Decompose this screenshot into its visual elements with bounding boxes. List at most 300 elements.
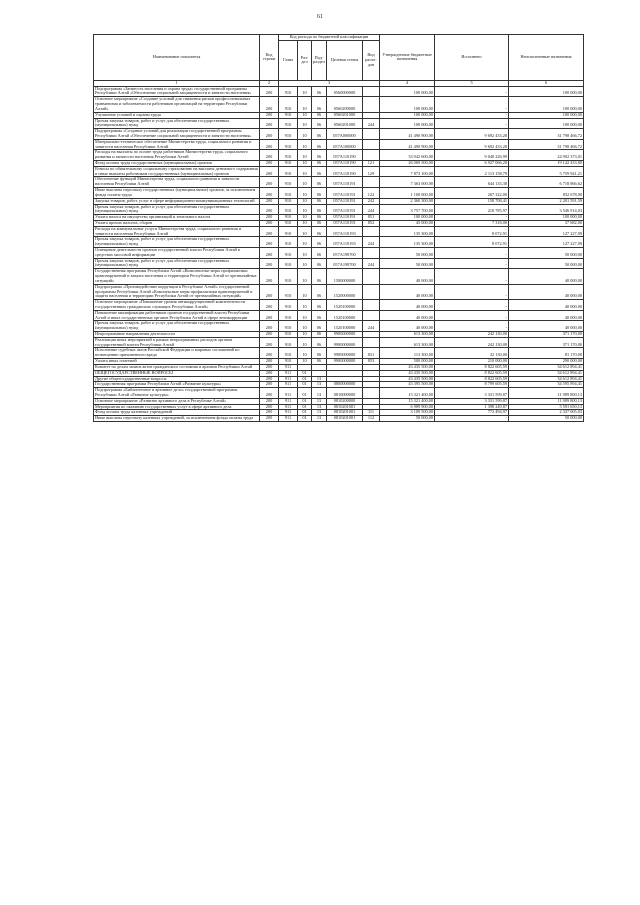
row-unexecuted: 34 595 894,41 xyxy=(509,382,584,388)
row-executed: 8 822 605,59 xyxy=(435,364,509,370)
row-approved: 100 000,00 xyxy=(380,86,435,97)
row-subsection: 06 xyxy=(312,198,327,204)
row-expense-type: 244 xyxy=(363,258,380,269)
row-code: 200 xyxy=(260,337,279,348)
row-name: Освещение деятельности органов государственной власти Республики Алтай в средствах массовой информации xyxy=(94,248,260,259)
row-approved: 43 435 500,00 xyxy=(380,364,435,370)
table-row xyxy=(94,188,584,199)
row-target: 057А198700 xyxy=(327,248,363,259)
row-subsection: 06 xyxy=(312,139,327,150)
row-target: 0810201001 xyxy=(327,410,363,416)
row-name: Уплата прочих налогов, сборов xyxy=(94,220,260,226)
row-code: 200 xyxy=(260,269,279,284)
row-subsection: 06 xyxy=(312,188,327,199)
row-target: 0560201000 xyxy=(327,112,363,118)
row-subsection: 06 xyxy=(312,204,327,215)
row-section: 10 xyxy=(298,321,312,332)
row-name: Комитет по делам записи актов гражданского состояния и архивов Республики Алтай xyxy=(94,364,260,370)
row-executed: - xyxy=(435,248,509,259)
row-chapter: 911 xyxy=(279,382,298,388)
row-executed: 9 692 433,28 xyxy=(435,139,509,150)
row-name: Взносы по обязательному социальному страхованию на выплаты денежного содержания и иные выплаты работникам государственных (муниципальных) органов xyxy=(95,166,258,176)
row-code: 200 xyxy=(260,215,279,221)
row-section: 10 xyxy=(298,166,312,177)
row-name: Государственная программа Республики Алтай «Развитие культуры» xyxy=(94,382,260,388)
row-subsection: 06 xyxy=(312,161,327,167)
row-executed: 6 927 066,20 xyxy=(435,161,509,167)
row-target: 0560200000 xyxy=(327,97,363,112)
row-unexecuted: 2 337 005,03 xyxy=(509,410,584,416)
row-executed: 158 708,41 xyxy=(435,198,509,204)
row-expense-type xyxy=(363,129,380,140)
header-target: Целевая статья xyxy=(327,40,363,80)
table-row xyxy=(94,129,584,140)
row-target: 9900000000 xyxy=(327,359,363,365)
row-code: 200 xyxy=(260,118,279,129)
row-target: 057А110190 xyxy=(327,161,363,167)
row-executed: 8 072,91 xyxy=(435,237,509,248)
row-subsection: 06 xyxy=(312,150,327,161)
row-chapter: 910 xyxy=(279,198,298,204)
row-subsection: 06 xyxy=(312,86,327,97)
row-chapter: 910 xyxy=(279,226,298,237)
row-subsection: 06 xyxy=(312,226,327,237)
row-chapter: 910 xyxy=(279,161,298,167)
row-section: 10 xyxy=(298,332,312,338)
row-code: 200 xyxy=(260,284,279,299)
row-section: 01 xyxy=(298,388,312,399)
row-executed: - xyxy=(435,258,509,269)
row-chapter: 910 xyxy=(279,258,298,269)
table-row xyxy=(94,269,584,284)
row-name: Государственная программа Республики Алтай «Комплексные меры профилактики правонарушений и защита населения и территории Республики Алтай от чрезвычайных ситуаций» xyxy=(94,269,260,284)
header-chapter: Глава xyxy=(279,40,298,80)
row-target: 057А110191 xyxy=(327,220,363,226)
row-section: 10 xyxy=(298,177,312,188)
row-subsection: 06 xyxy=(312,129,327,140)
row-chapter: 911 xyxy=(279,404,298,410)
row-name: Мероприятия по оказанию государственных услуг в сфере архивного дела xyxy=(94,404,260,410)
row-section: 10 xyxy=(298,348,312,359)
row-approved: 135 300,00 xyxy=(380,226,435,237)
row-target: 9900000000 xyxy=(327,332,363,338)
row-executed: - xyxy=(435,215,509,221)
row-section: 01 xyxy=(298,376,312,382)
row-code: 200 xyxy=(260,86,279,97)
row-expense-type xyxy=(363,248,380,259)
row-unexecuted: 81 170,00 xyxy=(509,348,584,359)
row-unexecuted: 50 000,00 xyxy=(509,416,584,422)
row-target: 057А000000 xyxy=(327,129,363,140)
row-executed: 3 331 599,87 xyxy=(435,388,509,399)
row-expense-type xyxy=(363,86,380,97)
row-approved: 613 300,00 xyxy=(380,332,435,338)
row-target: 057А110193 xyxy=(327,237,363,248)
row-unexecuted: 100 000,00 xyxy=(509,97,584,112)
table-row xyxy=(94,348,584,359)
row-unexecuted: 50 000,00 xyxy=(509,258,584,269)
row-subsection: 06 xyxy=(312,300,327,311)
row-subsection: 06 xyxy=(312,284,327,299)
row-unexecuted: 34 612 894,41 xyxy=(509,370,584,376)
row-chapter: 910 xyxy=(279,204,298,215)
row-subsection: 06 xyxy=(312,348,327,359)
row-unexecuted: 40 000,00 xyxy=(509,300,584,311)
row-expense-type xyxy=(363,97,380,112)
row-chapter: 910 xyxy=(279,188,298,199)
header-expense-type: Вид расхо-дов xyxy=(363,40,380,80)
row-subsection: 13 xyxy=(312,398,327,404)
row-expense-type xyxy=(363,337,380,348)
row-target: 057А110190 xyxy=(327,166,363,177)
row-expense-type: 111 xyxy=(363,410,380,416)
row-name: Прочая закупка товаров, работ и услуг для обеспечения государственных (муниципальных) нужд xyxy=(94,118,260,129)
row-name: Подпрограмма «Противодействие коррупции в Республике Алтай» государственной программы Республики Алтай «Комплексные меры профилактики правонарушений и защита населения и территории Республики Алтай от чрезвычайных ситуаций» xyxy=(94,284,260,299)
row-chapter: 911 xyxy=(279,388,298,399)
row-name: Фонд оплаты труда государственных (муниципальных) органов xyxy=(94,161,260,167)
row-approved: 26 069 500,00 xyxy=(380,161,435,167)
row-approved: 135 300,00 xyxy=(380,237,435,248)
row-target: 0810000000 xyxy=(327,388,363,399)
row-code: 200 xyxy=(260,359,279,365)
row-name: Подпрограмма «Занятость населения и охрана труда» государственной программы Республики Алтай «Обеспечение социальной защищенности и занятости населения» xyxy=(94,86,260,97)
row-unexecuted: 5 591 650,13 xyxy=(509,404,584,410)
row-chapter: 911 xyxy=(279,398,298,404)
row-chapter: 910 xyxy=(279,348,298,359)
table-body xyxy=(94,86,584,421)
row-expense-type xyxy=(363,310,380,321)
row-executed: - xyxy=(435,416,509,422)
row-expense-type: 853 xyxy=(363,359,380,365)
row-target: 0810201001 xyxy=(327,404,363,410)
row-target: 0560000000 xyxy=(327,86,363,97)
row-name: Обеспечение функций Министерства труда, социального развития и занятости населения Республики Алтай xyxy=(94,177,260,188)
row-unexecuted: 5 759 941,21 xyxy=(509,166,584,177)
row-code: 200 xyxy=(260,188,279,199)
row-name: Иные выплаты персоналу государственных (муниципальных) органов, за исключением фонда оплаты труда xyxy=(94,188,260,199)
row-approved: 40 000,00 xyxy=(380,284,435,299)
row-approved: 500 000,00 xyxy=(380,359,435,365)
table-row xyxy=(94,177,584,188)
row-chapter: 910 xyxy=(279,300,298,311)
row-target: 0800000000 xyxy=(327,382,363,388)
row-expense-type xyxy=(363,177,380,188)
row-expense-type xyxy=(363,284,380,299)
row-approved: 6 989 900,00 xyxy=(380,404,435,410)
row-unexecuted: 2 201 591,59 xyxy=(509,198,584,204)
row-chapter: 911 xyxy=(279,376,298,382)
row-target: 057А110190 xyxy=(327,150,363,161)
row-executed: - xyxy=(435,97,509,112)
row-section: 10 xyxy=(298,300,312,311)
row-subsection: 13 xyxy=(312,416,327,422)
header-section: Раз-дел xyxy=(298,40,312,80)
row-name: Основное мероприятие «Повышение уровня антикоррупционной компетентности государственных гражданских служащих Республики Алтай» xyxy=(94,300,260,311)
col-number: 1 xyxy=(94,80,260,86)
row-name: Прочая закупка товаров, работ и услуг для обеспечения государственных (муниципальных) нужд xyxy=(94,204,260,215)
row-expense-type: 244 xyxy=(363,321,380,332)
row-unexecuted: 31 798 466,72 xyxy=(509,139,584,150)
row-unexecuted: 290 000,00 xyxy=(509,359,584,365)
row-code: 200 xyxy=(260,248,279,259)
row-subsection: 13 xyxy=(312,404,327,410)
row-unexecuted: 371 170,00 xyxy=(509,337,584,348)
row-target: 1500000000 xyxy=(327,269,363,284)
row-section: 10 xyxy=(298,150,312,161)
row-executed: 8 822 605,59 xyxy=(435,370,509,376)
row-name: Уплата налога на имущество организаций и земельного налога xyxy=(94,215,260,221)
row-code: 200 xyxy=(260,139,279,150)
row-unexecuted: 40 000,00 xyxy=(509,321,584,332)
row-unexecuted: 40 000,00 xyxy=(509,310,584,321)
row-target: 0560201000 xyxy=(327,118,363,129)
row-executed: 1 398 249,87 xyxy=(435,404,509,410)
row-approved: 43 435 500,00 xyxy=(380,376,435,382)
row-section: 10 xyxy=(298,220,312,226)
row-subsection: 06 xyxy=(312,220,327,226)
row-section: 10 xyxy=(298,112,312,118)
row-name: Основное мероприятие «Создание условий для снижения рисков профессиональных травматизма и заболеваемости работников организаций на территории Республики Алтай» xyxy=(94,97,260,112)
row-executed: - xyxy=(435,118,509,129)
row-code: 200 xyxy=(260,410,279,416)
row-approved: 1 100 000,00 xyxy=(380,188,435,199)
header-executed: Исполнено xyxy=(435,35,509,81)
table-row xyxy=(94,150,584,161)
row-executed: 2 113 158,79 xyxy=(435,166,509,177)
row-unexecuted: 100 000,00 xyxy=(509,86,584,97)
header-name: Наименование показателя xyxy=(94,35,260,81)
row-executed: - xyxy=(435,269,509,284)
row-name: Исполнение судебных актов Российской Федерации и мировых соглашений по возмещению причиненного вреда xyxy=(94,348,260,359)
row-unexecuted: 34 612 894,41 xyxy=(509,376,584,382)
row-section: 10 xyxy=(298,359,312,365)
row-target: 057А100000 xyxy=(327,139,363,150)
row-executed: 267 322,00 xyxy=(435,188,509,199)
row-code: 200 xyxy=(260,177,279,188)
row-expense-type: 122 xyxy=(363,188,380,199)
row-chapter: 911 xyxy=(279,410,298,416)
row-subsection: 06 xyxy=(312,118,327,129)
row-code: 200 xyxy=(260,237,279,248)
row-executed: - xyxy=(435,321,509,332)
row-expense-type xyxy=(363,269,380,284)
header-unexecuted: Неисполненные назначения xyxy=(509,35,584,81)
budget-execution-table xyxy=(93,34,584,422)
row-target: 1520000000 xyxy=(327,284,363,299)
row-name: Основное мероприятие «Развитие архивного дела в Республике Алтай» xyxy=(94,398,260,404)
row-target: 057А198700 xyxy=(327,258,363,269)
row-expense-type: 831 xyxy=(363,348,380,359)
row-name: Прочая закупка товаров, работ и услуг для обеспечения государственных (муниципальных) нужд xyxy=(94,321,260,332)
row-section: 10 xyxy=(298,284,312,299)
table-row xyxy=(94,226,584,237)
row-executed: - xyxy=(435,310,509,321)
row-code: 200 xyxy=(260,198,279,204)
row-target: 057А110191 xyxy=(327,188,363,199)
row-code: 200 xyxy=(260,226,279,237)
row-chapter: 910 xyxy=(279,332,298,338)
row-subsection: 06 xyxy=(312,332,327,338)
row-code: 200 xyxy=(260,404,279,410)
row-section: 10 xyxy=(298,215,312,221)
row-approved: 45 000,00 xyxy=(380,220,435,226)
row-expense-type: 121 xyxy=(363,161,380,167)
row-target: 1520100000 xyxy=(327,300,363,311)
row-executed: 8 799 605,59 xyxy=(435,382,509,388)
table-row xyxy=(94,237,584,248)
row-approved: 41 490 900,00 xyxy=(380,129,435,140)
row-executed: - xyxy=(435,112,509,118)
row-code: 200 xyxy=(260,220,279,226)
row-code: 200 xyxy=(260,370,279,376)
header-code: Код строки xyxy=(260,35,279,81)
row-approved: 41 490 900,00 xyxy=(380,139,435,150)
row-code: 200 xyxy=(260,112,279,118)
header-approved: Утвержденные бюджетные назначения xyxy=(380,35,435,81)
row-target: 1520100000 xyxy=(327,310,363,321)
row-unexecuted: 24 902 373,01 xyxy=(509,150,584,161)
row-chapter: 910 xyxy=(279,215,298,221)
row-approved: 33 942 600,00 xyxy=(380,150,435,161)
row-name: Расходы на коммунальные услуги Министерства труда, социального развития и занятости населения Республики Алтай xyxy=(94,226,260,237)
row-expense-type: 244 xyxy=(363,237,380,248)
row-subsection: 06 xyxy=(312,97,327,112)
row-subsection: 13 xyxy=(312,382,327,388)
row-expense-type: 851 xyxy=(363,215,380,221)
row-approved: 100 000,00 xyxy=(380,97,435,112)
row-subsection: 06 xyxy=(312,237,327,248)
row-expense-type xyxy=(363,388,380,399)
row-subsection: 06 xyxy=(312,321,327,332)
table-row xyxy=(94,388,584,399)
row-code: 200 xyxy=(260,382,279,388)
row-name: Иные выплаты персоналу казенных учреждений, за исключением фонда оплаты труда xyxy=(94,416,260,422)
row-executed: 772 494,97 xyxy=(435,410,509,416)
row-name: Прочая закупка товаров, работ и услуг для обеспечения государственных (муниципальных) нужд xyxy=(94,237,260,248)
row-code: 200 xyxy=(260,150,279,161)
table-row xyxy=(94,284,584,299)
row-name: Прочая закупка товаров, работ и услуг для обеспечения государственных (муниципальных) нужд xyxy=(94,258,260,269)
row-name: Материально-техническое обеспечение Министерства труда, социального развития и занятости населения Республики Алтай xyxy=(94,139,260,150)
row-section: 01 xyxy=(298,410,312,416)
row-code: 200 xyxy=(260,398,279,404)
row-executed: 32 130,00 xyxy=(435,348,509,359)
row-expense-type: 852 xyxy=(363,220,380,226)
row-chapter: 910 xyxy=(279,118,298,129)
table-row xyxy=(94,416,584,422)
row-subsection: 06 xyxy=(312,359,327,365)
row-section: 10 xyxy=(298,118,312,129)
row-chapter: 910 xyxy=(279,112,298,118)
row-chapter: 910 xyxy=(279,97,298,112)
header-subsection: Под-раздел xyxy=(312,40,327,80)
row-subsection: 06 xyxy=(312,258,327,269)
row-name: Улучшение условий и охраны труда xyxy=(94,112,260,118)
row-chapter: 910 xyxy=(279,166,298,177)
row-section: 01 xyxy=(298,416,312,422)
row-subsection: 06 xyxy=(312,337,327,348)
row-expense-type xyxy=(363,139,380,150)
row-approved: 613 300,00 xyxy=(380,337,435,348)
row-approved: 2 360 300,00 xyxy=(380,198,435,204)
row-unexecuted: 100 000,00 xyxy=(509,118,584,129)
row-unexecuted: 19 142 433,80 xyxy=(509,161,584,167)
row-unexecuted: 371 170,00 xyxy=(509,332,584,338)
row-section: 10 xyxy=(298,337,312,348)
row-chapter: 910 xyxy=(279,86,298,97)
table-row xyxy=(94,321,584,332)
row-section: 01 xyxy=(298,398,312,404)
row-approved: 40 000,00 xyxy=(380,269,435,284)
row-chapter: 911 xyxy=(279,370,298,376)
col-number: 4 xyxy=(380,80,435,86)
col-number: 6 xyxy=(509,80,584,86)
row-approved: 7 873 100,00 xyxy=(380,166,435,177)
row-section: 01 xyxy=(298,370,312,376)
row-subsection: 06 xyxy=(312,215,327,221)
row-section: 10 xyxy=(298,226,312,237)
row-expense-type: 112 xyxy=(363,416,380,422)
row-unexecuted: 100 000,00 xyxy=(509,112,584,118)
row-subsection: 06 xyxy=(312,166,327,177)
row-section: 10 xyxy=(298,248,312,259)
row-executed: 242 130,00 xyxy=(435,337,509,348)
row-executed: 9 692 433,28 xyxy=(435,129,509,140)
row-chapter: 910 xyxy=(279,237,298,248)
row-code: 200 xyxy=(260,97,279,112)
row-expense-type: 129 xyxy=(363,166,380,177)
col-number: 2 xyxy=(260,80,279,86)
row-code: 200 xyxy=(260,348,279,359)
row-target: 9900000000 xyxy=(327,348,363,359)
row-chapter: 910 xyxy=(279,337,298,348)
row-section: 10 xyxy=(298,310,312,321)
row-approved: 113 300,00 xyxy=(380,348,435,359)
row-section: 10 xyxy=(298,161,312,167)
row-executed: 7 318,00 xyxy=(435,220,509,226)
header-classification: Код расхода по бюджетной классификации xyxy=(279,35,380,41)
row-section: 10 xyxy=(298,269,312,284)
row-executed: 210 000,00 xyxy=(435,359,509,365)
row-approved: 100 000,00 xyxy=(380,118,435,129)
row-section: 01 xyxy=(298,382,312,388)
row-subsection: 06 xyxy=(312,112,327,118)
row-section: 10 xyxy=(298,97,312,112)
row-subsection: 06 xyxy=(312,269,327,284)
row-approved: 50 000,00 xyxy=(380,248,435,259)
row-unexecuted: 40 000,00 xyxy=(509,284,584,299)
row-approved: 40 000,00 xyxy=(380,300,435,311)
row-code: 200 xyxy=(260,416,279,422)
row-unexecuted: 6 718 866,62 xyxy=(509,177,584,188)
row-section: 10 xyxy=(298,204,312,215)
row-section: 10 xyxy=(298,198,312,204)
row-unexecuted: 34 612 894,41 xyxy=(509,364,584,370)
row-unexecuted: 31 798 466,72 xyxy=(509,129,584,140)
row-name: Другие общегосударственные вопросы xyxy=(94,376,260,382)
row-chapter: 910 xyxy=(279,284,298,299)
row-expense-type: 244 xyxy=(363,204,380,215)
row-approved: 40 000,00 xyxy=(380,310,435,321)
row-approved: 100 000,00 xyxy=(380,112,435,118)
row-approved: 100 000,00 xyxy=(380,215,435,221)
row-chapter: 910 xyxy=(279,177,298,188)
row-target: 0810200000 xyxy=(327,398,363,404)
row-executed: 8 822 605,59 xyxy=(435,376,509,382)
row-chapter: 911 xyxy=(279,416,298,422)
table-row xyxy=(94,300,584,311)
row-subsection: 06 xyxy=(312,248,327,259)
